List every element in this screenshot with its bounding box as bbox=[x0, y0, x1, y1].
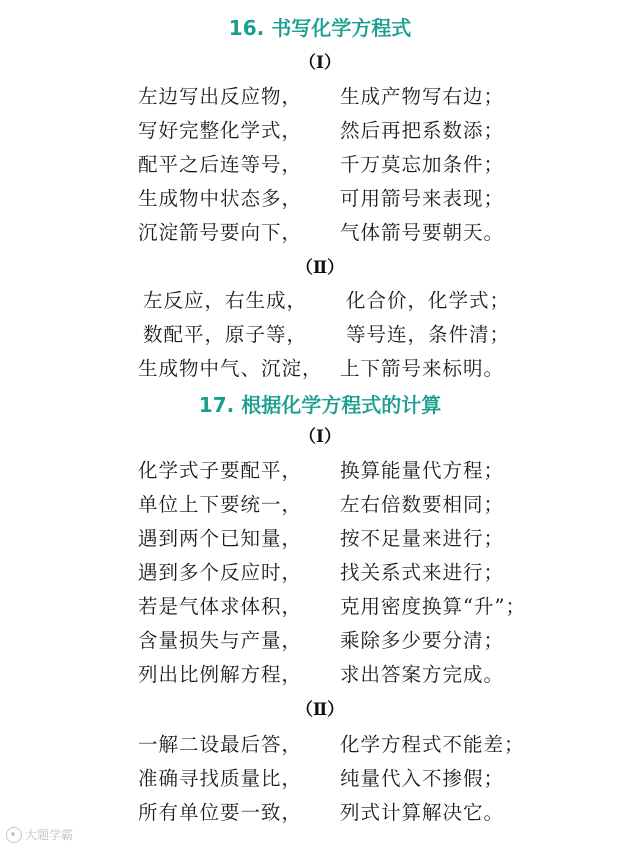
verse-right: 生成产物写右边； bbox=[340, 85, 505, 108]
verse-left: 所有单位要一致， bbox=[138, 801, 303, 824]
verse-left: 一解二设最后答， bbox=[138, 733, 303, 756]
verse-right: 可用箭号来表现； bbox=[340, 187, 505, 210]
section-16-part-1-label: （Ⅰ） bbox=[299, 53, 341, 73]
verse-left: 配平之后连等号， bbox=[138, 153, 303, 176]
verse-left: 若是气体求体积， bbox=[138, 595, 303, 618]
verse-right: 千万莫忘加条件； bbox=[340, 153, 505, 176]
verse-right: 纯量代入不掺假； bbox=[340, 767, 505, 790]
verse-right: 换算能量代方程； bbox=[340, 459, 505, 482]
verse-left: 遇到两个已知量， bbox=[138, 527, 303, 550]
verse-right: 等号连，条件清； bbox=[346, 323, 511, 346]
verse-left: 化学式子要配平， bbox=[138, 459, 303, 482]
verse-right: 化合价，化学式； bbox=[346, 289, 511, 312]
verse-left: 含量损失与产量， bbox=[138, 629, 303, 652]
watermark-text: 大题学霸 bbox=[25, 827, 74, 842]
watermark bbox=[6, 826, 73, 844]
verse-right: 列式计算解决它。 bbox=[340, 801, 505, 824]
verse-right: 乘除多少要分清； bbox=[340, 629, 505, 652]
weibo-logo-icon bbox=[6, 827, 22, 843]
section-16-part-2-label: （Ⅱ） bbox=[295, 258, 345, 278]
section-16-title: 16. 书写化学方程式 bbox=[228, 16, 412, 40]
verse-left: 遇到多个反应时， bbox=[138, 561, 303, 584]
section-17-part-2-label: （Ⅱ） bbox=[295, 700, 345, 720]
verse-right: 克用密度换算“升”； bbox=[340, 595, 526, 618]
verse-right: 找关系式来进行； bbox=[340, 561, 505, 584]
section-17-part-1-label: （Ⅰ） bbox=[299, 427, 341, 447]
verse-right: 气体箭号要朝天。 bbox=[340, 221, 505, 244]
verse-right: 左右倍数要相同； bbox=[340, 493, 505, 516]
verse-left: 沉淀箭号要向下， bbox=[138, 221, 303, 244]
verse-left: 生成物中状态多， bbox=[138, 187, 303, 210]
verse-left: 左反应，右生成， bbox=[143, 289, 308, 312]
verse-left: 左边写出反应物， bbox=[138, 85, 303, 108]
verse-left: 写好完整化学式， bbox=[138, 119, 303, 142]
verse-right: 化学方程式不能差； bbox=[340, 733, 525, 756]
verse-right: 然后再把系数添； bbox=[340, 119, 505, 142]
section-17-title: 17. 根据化学方程式的计算 bbox=[198, 393, 442, 417]
verse-right: 按不足量来进行； bbox=[340, 527, 505, 550]
verse-left: 生成物中气、沉淀， bbox=[138, 357, 323, 380]
verse-left: 数配平，原子等， bbox=[143, 323, 308, 346]
verse-left: 列出比例解方程， bbox=[138, 663, 303, 686]
verse-left: 单位上下要统一， bbox=[138, 493, 303, 516]
verse-right: 求出答案方完成。 bbox=[340, 663, 505, 686]
verse-left: 准确寻找质量比， bbox=[138, 767, 303, 790]
verse-right: 上下箭号来标明。 bbox=[340, 357, 505, 380]
